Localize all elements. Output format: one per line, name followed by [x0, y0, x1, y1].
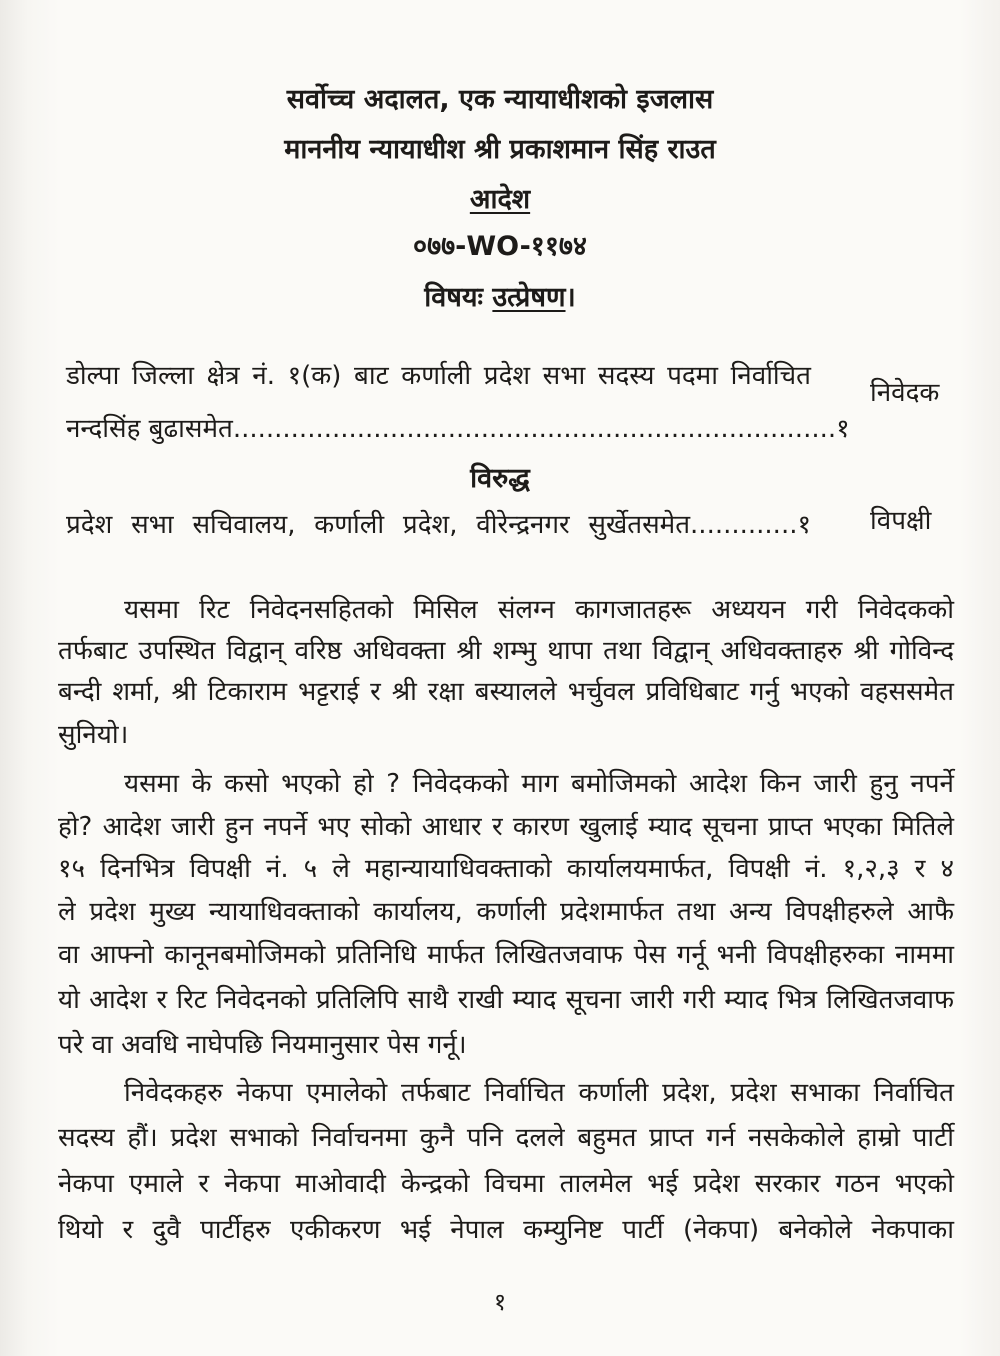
paragraph-3-line-4: थियो र दुवै पार्टीहरु एकीकरण भई नेपाल कम्युनिष्ट पार्टी (नेकपा) बनेकोले नेकपाका — [58, 1215, 954, 1245]
document-type — [0, 183, 1000, 217]
paragraph-2-line-6: यो आदेश र रिट निवेदनको प्रतिलिपि साथै राखी म्याद सूचना जारी गरी म्याद भित्र लिखितजवाफ — [58, 985, 954, 1015]
subject-line — [0, 281, 1000, 315]
paragraph-1-line-3: बन्दी शर्मा, श्री टिकाराम भट्टराई र श्री रक्षा बस्यालले भर्चुवल प्रविधिबाट गर्नु भएको वहससमेत — [58, 677, 954, 707]
paragraph-2-line-7: परे वा अवधि नाघेपछि नियमानुसार पेस गर्नू। — [58, 1030, 467, 1060]
page-number: १ — [493, 1288, 507, 1316]
paragraph-3-line-2: सदस्य हौं। प्रदेश सभाको निर्वाचनमा कुनै पनि दलले बहुमत प्राप्त गर्न नसकेकोले हाम्रो पार्टी — [58, 1123, 954, 1153]
paragraph-2-line-2: हो? आदेश जारी हुन नपर्ने भए सोको आधार र कारण खुलाई म्याद सूचना प्राप्त भएका मितिले — [58, 812, 954, 842]
subject-label: विषयः — [424, 282, 483, 313]
subject-value: उत्प्रेषण — [492, 282, 566, 313]
document-type-label: आदेश — [469, 184, 531, 215]
judge-heading: माननीय न्यायाधीश श्री प्रकाशमान सिंह राउत — [284, 134, 716, 165]
petitioner-role: निवेदक — [870, 378, 940, 408]
paragraph-3-line-1: निवेदकहरु नेकपा एमालेको तर्फबाट निर्वाचित कर्णाली प्रदेश, प्रदेश सभाका निर्वाचित — [124, 1078, 954, 1108]
petitioner-line-1: डोल्पा जिल्ला क्षेत्र नं. १(क) बाट कर्णाली प्रदेश सभा सदस्य पदमा निर्वाचित — [66, 361, 811, 391]
paragraph-1-line-4: सुनियो। — [58, 720, 129, 750]
paragraph-2-line-3: १५ दिनभित्र विपक्षी नं. ५ ले महान्यायाधिवक्ताको कार्यालयमार्फत, विपक्षी नं. १,२,३ र ४ — [58, 854, 954, 884]
paragraph-2-line-4: ले प्रदेश मुख्य न्यायाधिवक्ताको कार्यालय, कर्णाली प्रदेशमार्फत तथा अन्य विपक्षीहरुले आफै — [58, 897, 954, 927]
paragraph-1-line-1: यसमा रिट निवेदनसहितको मिसिल संलग्न कागजातहरू अध्ययन गरी निवेदकको — [124, 595, 954, 625]
subject-end: । — [565, 282, 576, 313]
paragraph-3-line-3: नेकपा एमाले र नेकपा माओवादी केन्द्रको विचमा तालमेल भई प्रदेश सरकार गठन भएको — [58, 1169, 954, 1199]
paragraph-2-line-5: वा आफ्नो कानूनबमोजिमको प्रतिनिधि मार्फत लिखितजवाफ पेस गर्नू भनी विपक्षीहरुका नाममा — [58, 940, 954, 970]
respondent-role: विपक्षी — [870, 506, 932, 536]
paragraph-2-line-1: यसमा के कसो भएको हो ? निवेदकको माग बमोजिमको आदेश किन जारी हुनु नपर्ने — [124, 769, 954, 799]
petitioner-line-2: नन्दसिंह बुढासमेत.........................................................................१ — [66, 414, 850, 444]
case-number: ०७७-WO-११७४ — [413, 231, 587, 262]
paragraph-1-line-2: तर्फबाट उपस्थित विद्वान् वरिष्ठ अधिवक्ता श्री शम्भु थापा तथा विद्वान् अधिवक्ताहरु श्री गोविन्द — [58, 636, 954, 666]
versus-heading: विरुद्ध — [470, 463, 530, 494]
court-heading: सर्वोच्च अदालत, एक न्यायाधीशको इजलास — [286, 84, 714, 115]
respondent-line: प्रदेश सभा सचिवालय, कर्णाली प्रदेश, वीरेन्द्रनगर सुर्खेतसमेत.............१ — [66, 510, 811, 540]
